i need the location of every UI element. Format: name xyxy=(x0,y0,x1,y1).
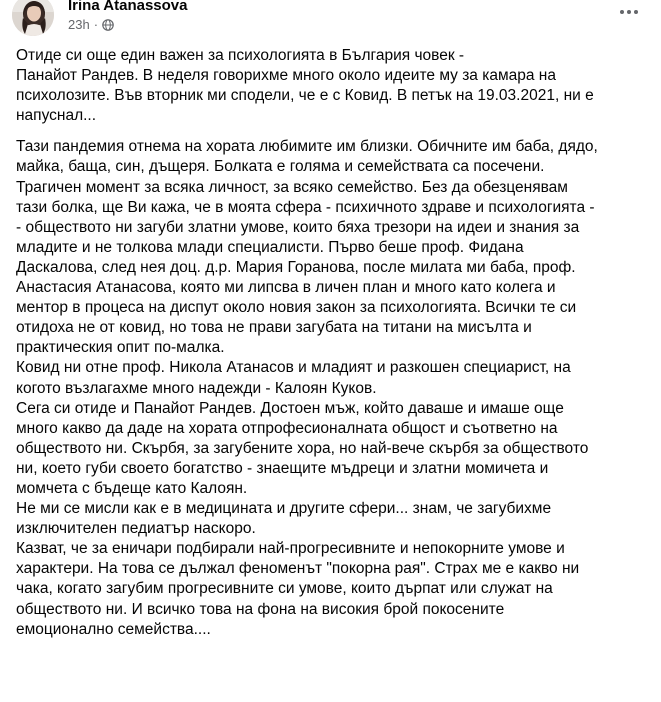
post-text xyxy=(16,46,656,640)
text-line: характери. На това се дължал феноменът "покорна рая". Страх ме е какво ни xyxy=(16,560,580,578)
post-header xyxy=(12,0,652,44)
text-line: Панайот Рандев. В неделя говорихме много около идеите му за камара на xyxy=(16,67,556,85)
avatar-photo xyxy=(12,0,54,36)
text-line: ментор в процеса на диспут около новия закон за психологията. Всички те си xyxy=(16,299,577,317)
text-line: - обществото ни загуби златни умове, които бяха трезори на идеи и знания за xyxy=(16,218,580,236)
text-line: Трагичен момент за всяка личност, за всяко семейство. Без да обезценявам xyxy=(16,178,568,196)
text-line: тази болка, ще Ви кажа, че в моята сфера - психичното здраве и психологията - xyxy=(16,198,595,216)
text-line: Отиде си още един важен за психологията в България човек - xyxy=(16,47,465,64)
text-line: Казват, че за еничари подбирали най-прогресивните и непокорните умове и xyxy=(16,540,565,558)
text-line: Ковид ни отне проф. Никола Атанасов и младият и разкошен специарист, на xyxy=(16,359,571,377)
paragraph-2 xyxy=(16,137,656,639)
post-meta xyxy=(68,17,114,32)
text-line: младите и не толкова млади специалисти. Първо беше проф. Фидана xyxy=(16,238,524,256)
author-name[interactable]: Irina Atanassova xyxy=(68,0,188,14)
meta-separator: · xyxy=(93,17,99,32)
text-line: отидоха не от ковид, но това не прави загубата на титани на мисълта и xyxy=(16,319,532,337)
text-line: Анастасия Атанасова, която ми липсва в личен план и много като колега и xyxy=(16,279,556,297)
text-line: обществото ни. И всичко това на фона на високия брой покосените xyxy=(16,600,505,618)
more-options-icon[interactable] xyxy=(614,2,644,22)
text-line: Даскалова, след нея доц. д.р. Мария Горанова, после милата ми баба, проф. xyxy=(16,258,576,276)
text-line: много какво да даде на хората отпрофесионалната общост и съответно на xyxy=(16,419,558,437)
text-line: майка, баща, син, дъщеря. Болката е голяма и семействата са посечени. xyxy=(16,158,545,176)
text-line: Тази пандемия отнема на хората любимите им близки. Обичните им баба, дядо, xyxy=(16,138,598,156)
text-line: емоционално семейства.... xyxy=(16,620,211,638)
avatar[interactable] xyxy=(12,0,54,36)
text-line: чака, когато загубим прогресивните си умове, които дърпат или служат на xyxy=(16,580,553,598)
text-line: момчета с бъдеще като Калоян. xyxy=(16,479,248,497)
text-line: ни, което губи своето богатство - знаещите мъдреци и златни момичета и xyxy=(16,459,549,477)
text-line: Не ми се мисли как е в медицината и другите сфери... знам, че загубихме xyxy=(16,500,552,518)
post-time[interactable]: 23h xyxy=(68,17,90,32)
text-line: когото възлагахме много надежди - Калоян Куков. xyxy=(16,379,377,397)
text-line: изключителен педиатър наскоро. xyxy=(16,520,256,538)
text-line: психолозите. Във вторник ми сподели, че е с Ковид. В петък на 19.03.2021, ни е xyxy=(16,87,594,105)
globe-icon xyxy=(102,19,114,31)
text-line: Сега си отиде и Панайот Рандев. Достоен мъж, който даваше и имаше още xyxy=(16,399,564,417)
text-line: обществото ни. Скърбя, за загубените хора, но най-вече скърбя за обществото xyxy=(16,439,589,457)
text-line: практическия опит по-малка. xyxy=(16,339,225,357)
paragraph-1 xyxy=(16,46,656,126)
text-line: напуснал... xyxy=(16,107,97,125)
